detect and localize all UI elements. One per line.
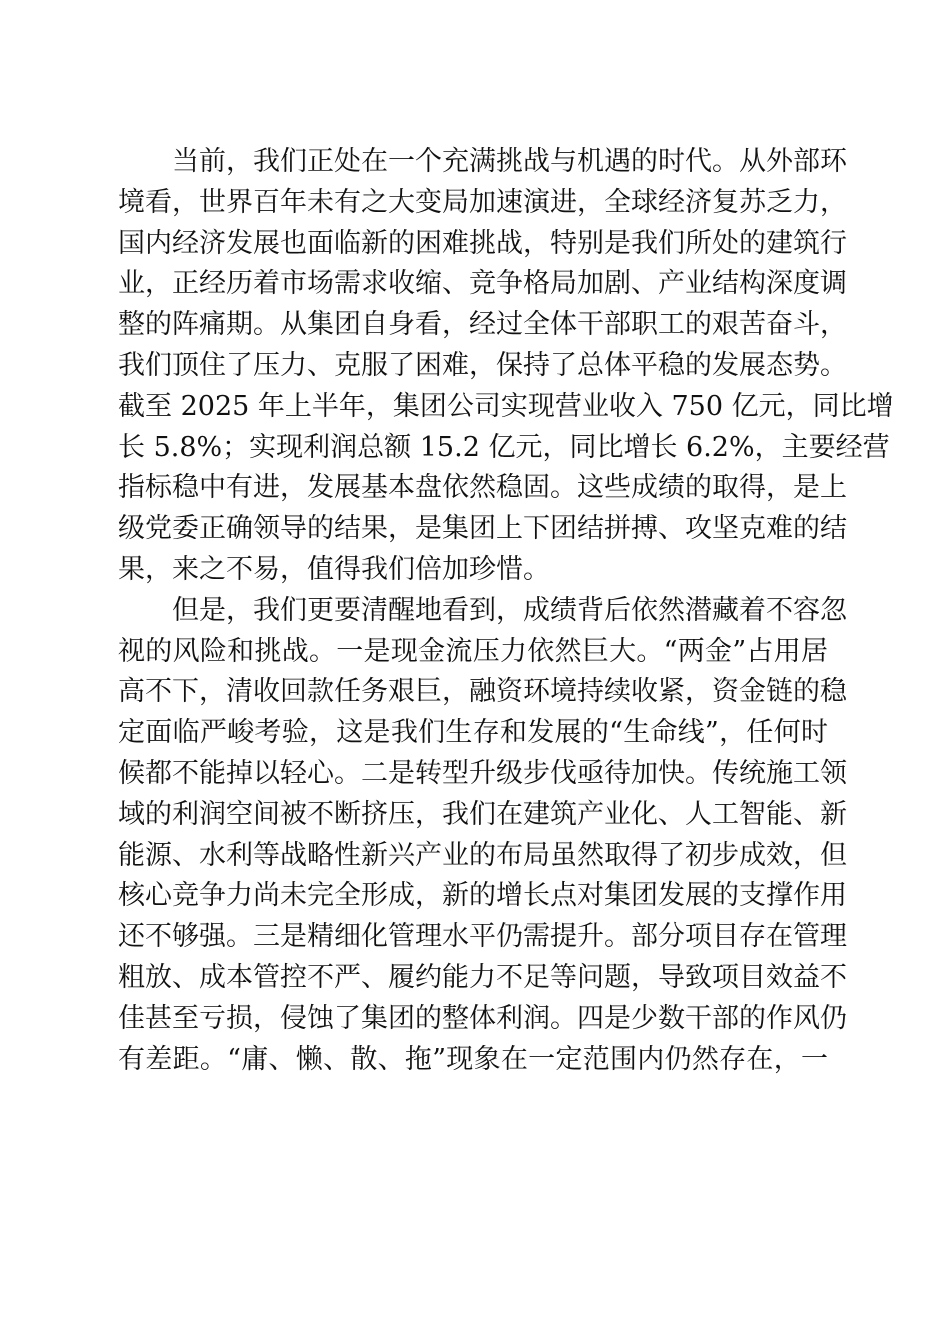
paragraph-line: 级党委正确领导的结果，是集团上下团结拼搏、攻坚克难的结 [118,513,847,545]
paragraph-line: 指标稳中有进，发展基本盘依然稳固。这些成绩的取得，是上 [118,472,847,504]
paragraph-line: 有差距。“庸、懒、散、拖”现象在一定范围内仍然存在，一 [118,1043,828,1075]
paragraph-line: 粗放、成本管控不严、履约能力不足等问题，导致项目效益不 [118,961,847,993]
paragraph-line: 但是，我们更要清醒地看到，成绩背后依然潜藏着不容忽 [172,594,847,626]
paragraph-line: 能源、水利等战略性新兴产业的布局虽然取得了初步成效，但 [118,839,847,871]
paragraph-line: 我们顶住了压力、克服了困难，保持了总体平稳的发展态势。 [118,349,847,381]
paragraph-line: 核心竞争力尚未完全形成，新的增长点对集团发展的支撑作用 [118,880,847,912]
paragraph-line: 国内经济发展也面临新的困难挑战，特别是我们所处的建筑行 [118,227,847,259]
paragraph-line: 候都不能掉以轻心。二是转型升级步伐亟待加快。传统施工领 [118,757,847,789]
paragraph-line: 还不够强。三是精细化管理水平仍需提升。部分项目存在管理 [118,921,847,953]
paragraph-line: 境看，世界百年未有之大变局加速演进，全球经济复苏乏力， [118,186,847,218]
paragraph-line: 佳甚至亏损，侵蚀了集团的整体利润。四是少数干部的作风仍 [118,1002,847,1034]
paragraph-line: 高不下，清收回款任务艰巨，融资环境持续收紧，资金链的稳 [118,676,847,708]
paragraph-line: 长 5.8%；实现利润总额 15.2 亿元，同比增长 6.2%，主要经营 [118,431,890,463]
paragraph-risks-challenges [118,591,847,1081]
paragraph-current-situation [118,142,894,591]
paragraph-line: 当前，我们正处在一个充满挑战与机遇的时代。从外部环 [172,146,847,177]
paragraph-line: 截至 2025 年上半年，集团公司实现营业收入 750 亿元，同比增 [118,390,894,422]
document-body [118,142,894,1080]
paragraph-line: 果，来之不易，值得我们倍加珍惜。 [118,553,550,585]
paragraph-line: 视的风险和挑战。一是现金流压力依然巨大。“两金”占用居 [118,635,828,667]
paragraph-line: 域的利润空间被不断挤压，我们在建筑产业化、人工智能、新 [118,798,847,830]
paragraph-line: 定面临严峻考验，这是我们生存和发展的“生命线”，任何时 [118,717,828,749]
paragraph-line: 整的阵痛期。从集团自身看，经过全体干部职工的艰苦奋斗， [118,309,847,341]
paragraph-line: 业，正经历着市场需求收缩、竞争格局加剧、产业结构深度调 [118,268,847,300]
